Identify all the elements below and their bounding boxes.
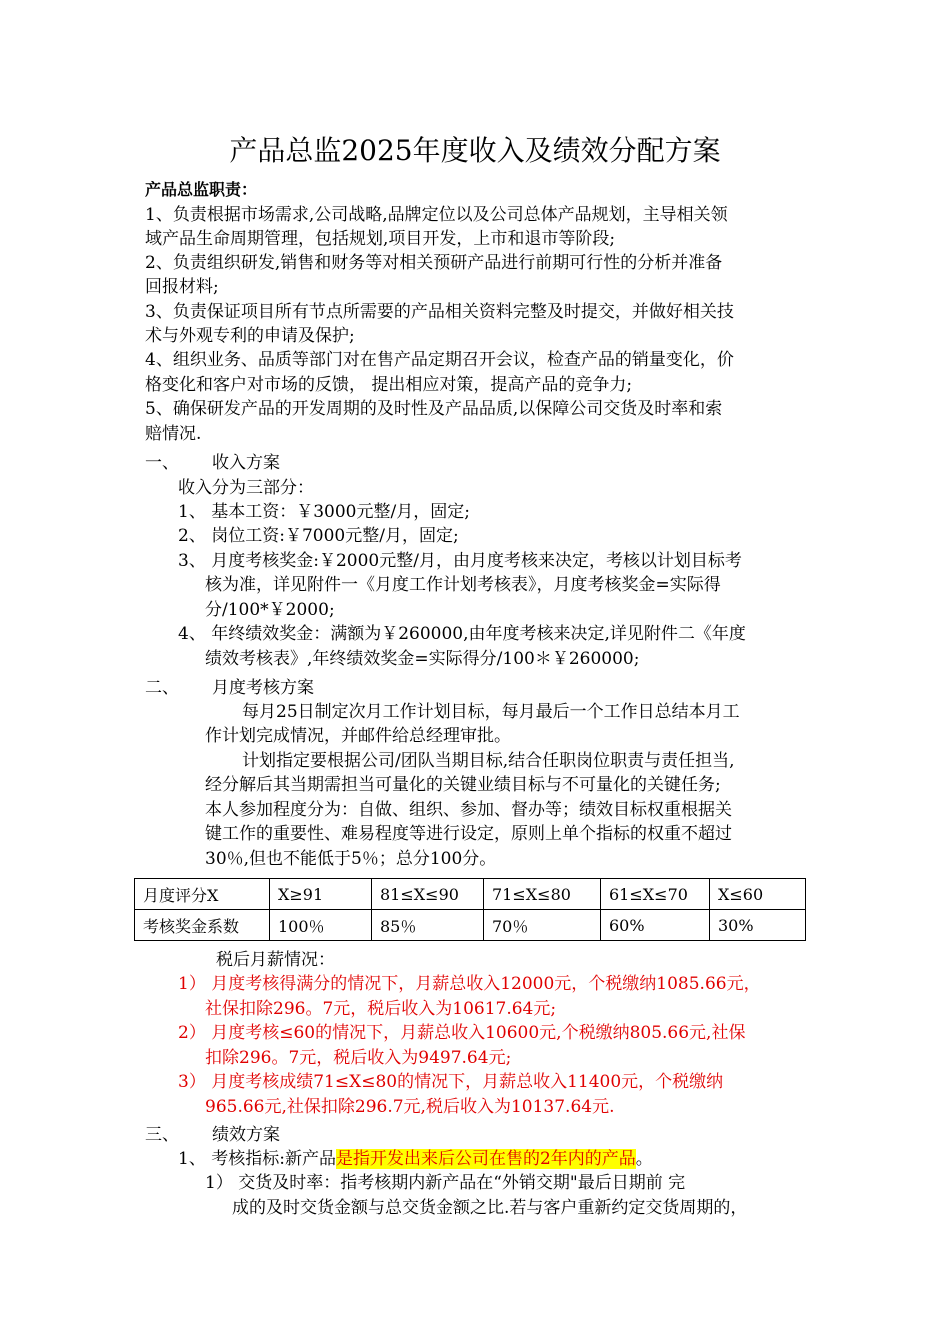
income-intro: 收入分为三部分： [178,478,314,498]
duties-line: 术与外观专利的申请及保护; [145,326,355,346]
table-cell: 61≤X≤70 [601,879,710,910]
section1-number: 一、 [145,453,179,473]
table-cell: 70％ [484,910,601,941]
monthly-text: 经分解后其当期需担当可量化的关键业绩目标与不可量化的关键任务; [205,775,721,795]
delivery-rate-line: 成的及时交货金额与总交货金额之比.若与客户重新约定交货周期的， [232,1198,748,1218]
table-cell: 月度评分X [135,879,270,910]
duties-heading: 产品总监职责： [145,180,258,199]
indicator-suffix: 。 [635,1149,653,1169]
section2-title: 月度考核方案 [212,678,314,698]
table-row [135,910,806,941]
after-tax-line: 2） 月度考核≤60的情况下，月薪总收入10600元,个税缴纳805.66元,社保 [178,1023,746,1043]
monthly-text: 30％,但也不能低于5％；总分100分。 [205,849,497,869]
score-coefficient-table [134,878,806,941]
indicator-highlight: 是指开发出来后公司在售的2年内的产品 [335,1149,636,1169]
table-cell: 71≤X≤80 [484,879,601,910]
duties-line: 1、负责根据市场需求,公司战略,品牌定位以及公司总体产品规划，主导相关领 [145,205,728,225]
indicator-line [178,1147,653,1171]
after-tax-line: 965.66元,社保扣除296.7元,税后收入为10137.64元. [205,1097,615,1117]
income-item-cont: 核为准，详见附件一《月度工作计划考核表》，月度考核奖金=实际得 [205,575,721,595]
income-item: 3、 月度考核奖金:￥2000元整/月，由月度考核来决定，考核以计划目标考 [178,551,742,571]
section3-number: 三、 [145,1125,179,1145]
income-item-cont: 绩效考核表》,年终绩效奖金=实际得分/100＊￥260000; [205,649,640,669]
monthly-text: 计划指定要根据公司/团队当期目标,结合任职岗位职责与责任担当, [242,751,735,771]
duties-line: 2、负责组织研发,销售和财务等对相关预研产品进行前期可行性的分析并准备 [145,253,723,273]
table-cell: 30% [710,910,806,941]
table-cell: X≥91 [270,879,372,910]
income-item: 1、 基本工资：￥3000元整/月，固定; [178,502,470,522]
table-row [135,879,806,910]
monthly-text: 本人参加程度分为：自做、组织、参加、督办等；绩效目标权重根据关 [205,800,732,820]
delivery-rate-line: 1） 交货及时率：指考核期内新产品在“外销交期"最后日期前 完 [205,1173,686,1193]
monthly-text: 每月25日制定次月工作计划目标，每月最后一个工作日总结本月工 [242,702,740,722]
after-tax-line: 社保扣除296。7元，税后收入为10617.64元; [205,999,557,1019]
duties-line: 域产品生命周期管理，包括规划,项目开发，上市和退市等阶段; [145,229,616,249]
income-item: 4、 年终绩效奖金：满额为￥260000,由年度考核来决定,详见附件二《年度 [178,624,746,644]
section3-title: 绩效方案 [212,1125,280,1145]
duties-line: 回报材料; [145,277,219,297]
monthly-text: 作计划完成情况，并邮件给总经理审批。 [205,726,511,746]
duties-line: 赔情况. [145,424,202,444]
table-cell: 85％ [372,910,484,941]
after-tax-line: 3） 月度考核成绩71≤X≤80的情况下，月薪总收入11400元，个税缴纳 [178,1072,724,1092]
duties-line: 4、组织业务、品质等部门对在售产品定期召开会议，检查产品的销量变化，价 [145,350,734,370]
table-cell: 100％ [270,910,372,941]
table-cell: 60% [601,910,710,941]
duties-line: 格变化和客户对市场的反馈， 提出相应对策，提高产品的竞争力; [145,375,633,395]
table-cell: 考核奖金系数 [135,910,270,941]
income-item-cont: 分/100*￥2000; [205,600,335,620]
document-title: 产品总监2025年度收入及绩效分配方案 [229,134,721,167]
table-cell: X≤60 [710,879,806,910]
indicator-prefix: 1、 考核指标:新产品 [178,1149,336,1169]
income-item: 2、 岗位工资:￥7000元整/月，固定; [178,526,459,546]
after-tax-heading: 税后月薪情况： [216,950,335,970]
duties-line: 3、负责保证项目所有节点所需要的产品相关资料完整及时提交，并做好相关技 [145,302,734,322]
section1-title: 收入方案 [212,453,280,473]
after-tax-line: 1） 月度考核得满分的情况下，月薪总收入12000元，个税缴纳1085.66元， [178,974,761,994]
after-tax-line: 扣除296。7元，税后收入为9497.64元; [205,1048,512,1068]
section2-number: 二、 [145,678,179,698]
monthly-text: 键工作的重要性、难易程度等进行设定，原则上单个指标的权重不超过 [205,824,732,844]
table-cell: 81≤X≤90 [372,879,484,910]
duties-line: 5、确保研发产品的开发周期的及时性及产品品质,以保障公司交货及时率和索 [145,399,723,419]
